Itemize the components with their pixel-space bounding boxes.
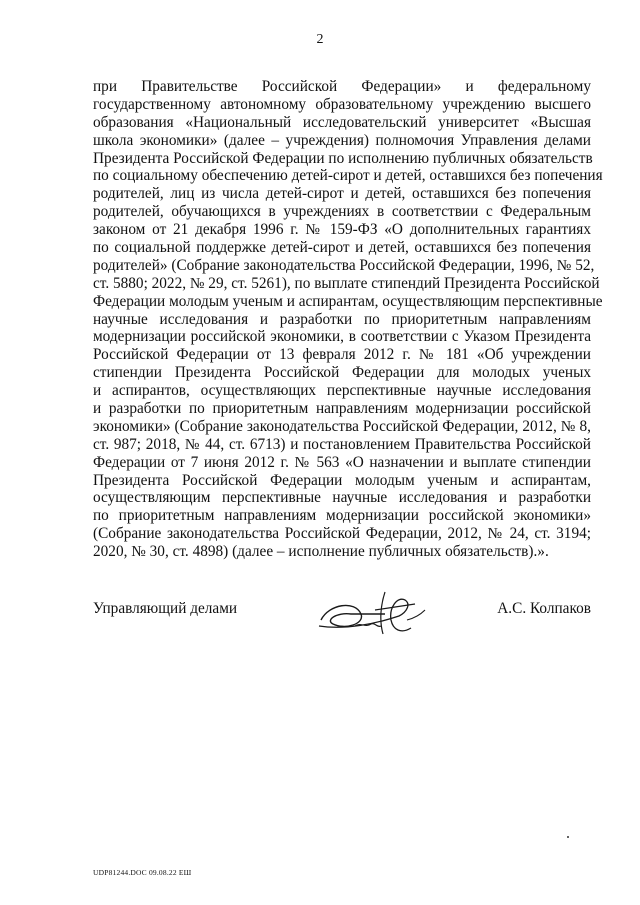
- body-line: по социальной поддержке детей-сирот и детей, оставшихся без попечения: [93, 239, 591, 257]
- body-line: 2020, № 30, ст. 4898) (далее – исполнение публичных обязательств).».: [93, 543, 549, 561]
- body-line: Федерации молодым ученым и аспирантам, осуществляющим перспективные: [93, 292, 603, 310]
- body-line: родителей, лиц из числа детей-сирот и детей, оставшихся без попечения: [93, 185, 591, 203]
- page-number: 2: [316, 32, 324, 47]
- body-line: Президента Российской Федерации молодым ученым и аспирантам,: [93, 471, 591, 489]
- body-line: осуществляющим перспективные научные исследования и разработки: [93, 489, 591, 507]
- body-line: и разработки по приоритетным направлениям модернизации российской: [93, 400, 591, 418]
- body-line: по приоритетным направлениям модернизации российской экономики»: [93, 507, 591, 525]
- scan-dot: [567, 836, 569, 838]
- footer-reference: UDP81244.DOC 09.08.22 EШ: [93, 868, 192, 877]
- body-line: по социальному обеспечению детей-сирот и детей, оставшихся без попечения: [93, 167, 603, 185]
- body-line: Федерации от 7 июня 2012 г. № 563 «О назначении и выплате стипендии: [93, 453, 591, 471]
- body-line: ст. 987; 2018, № 44, ст. 6713) и постановлением Правительства Российской: [93, 435, 591, 453]
- body-line: модернизации российской экономики, в соответствии с Указом Президента: [93, 328, 591, 346]
- body-line: законом от 21 декабря 1996 г. № 159-ФЗ «О дополнительных гарантиях: [93, 221, 591, 239]
- body-line: при Правительстве Российской Федерации» и федеральному: [93, 78, 591, 95]
- body-line: образования «Национальный исследовательский университет «Высшая: [93, 113, 591, 131]
- body-line: стипендии Президента Российской Федерации для молодых ученых: [93, 364, 591, 382]
- body-line: экономики» (Собрание законодательства Российской Федерации, 2012, № 8,: [93, 417, 591, 435]
- body-line: Российской Федерации от 13 февраля 2012 г. № 181 «Об учреждении: [93, 346, 591, 364]
- body-line: государственному автономному образовательному учреждению высшего: [93, 95, 591, 113]
- body-line: и аспирантов, осуществляющих перспективные научные исследования: [93, 382, 591, 400]
- handwritten-signature: [315, 584, 435, 644]
- body-line: научные исследования и разработки по приоритетным направлениям: [93, 310, 591, 328]
- body-line: родителей» (Собрание законодательства Российской Федерации, 1996, № 52,: [93, 256, 595, 274]
- body-line: ст. 5880; 2022, № 29, ст. 5261), по выплате стипендий Президента Российской: [93, 274, 600, 292]
- signer-name: А.С. Колпаков: [497, 600, 591, 617]
- signature-block: [93, 598, 591, 658]
- body-line: (Собрание законодательства Российской Федерации, 2012, № 24, ст. 3194;: [93, 525, 591, 543]
- body-text: [93, 78, 603, 561]
- body-line: родителей, обучающихся в учреждениях в соответствии с Федеральным: [93, 203, 591, 221]
- body-line: Президента Российской Федерации по исполнению публичных обязательств: [93, 149, 593, 167]
- body-line: школа экономики» (далее – учреждения) полномочия Управления делами: [93, 131, 591, 149]
- signer-title: Управляющий делами: [93, 600, 238, 617]
